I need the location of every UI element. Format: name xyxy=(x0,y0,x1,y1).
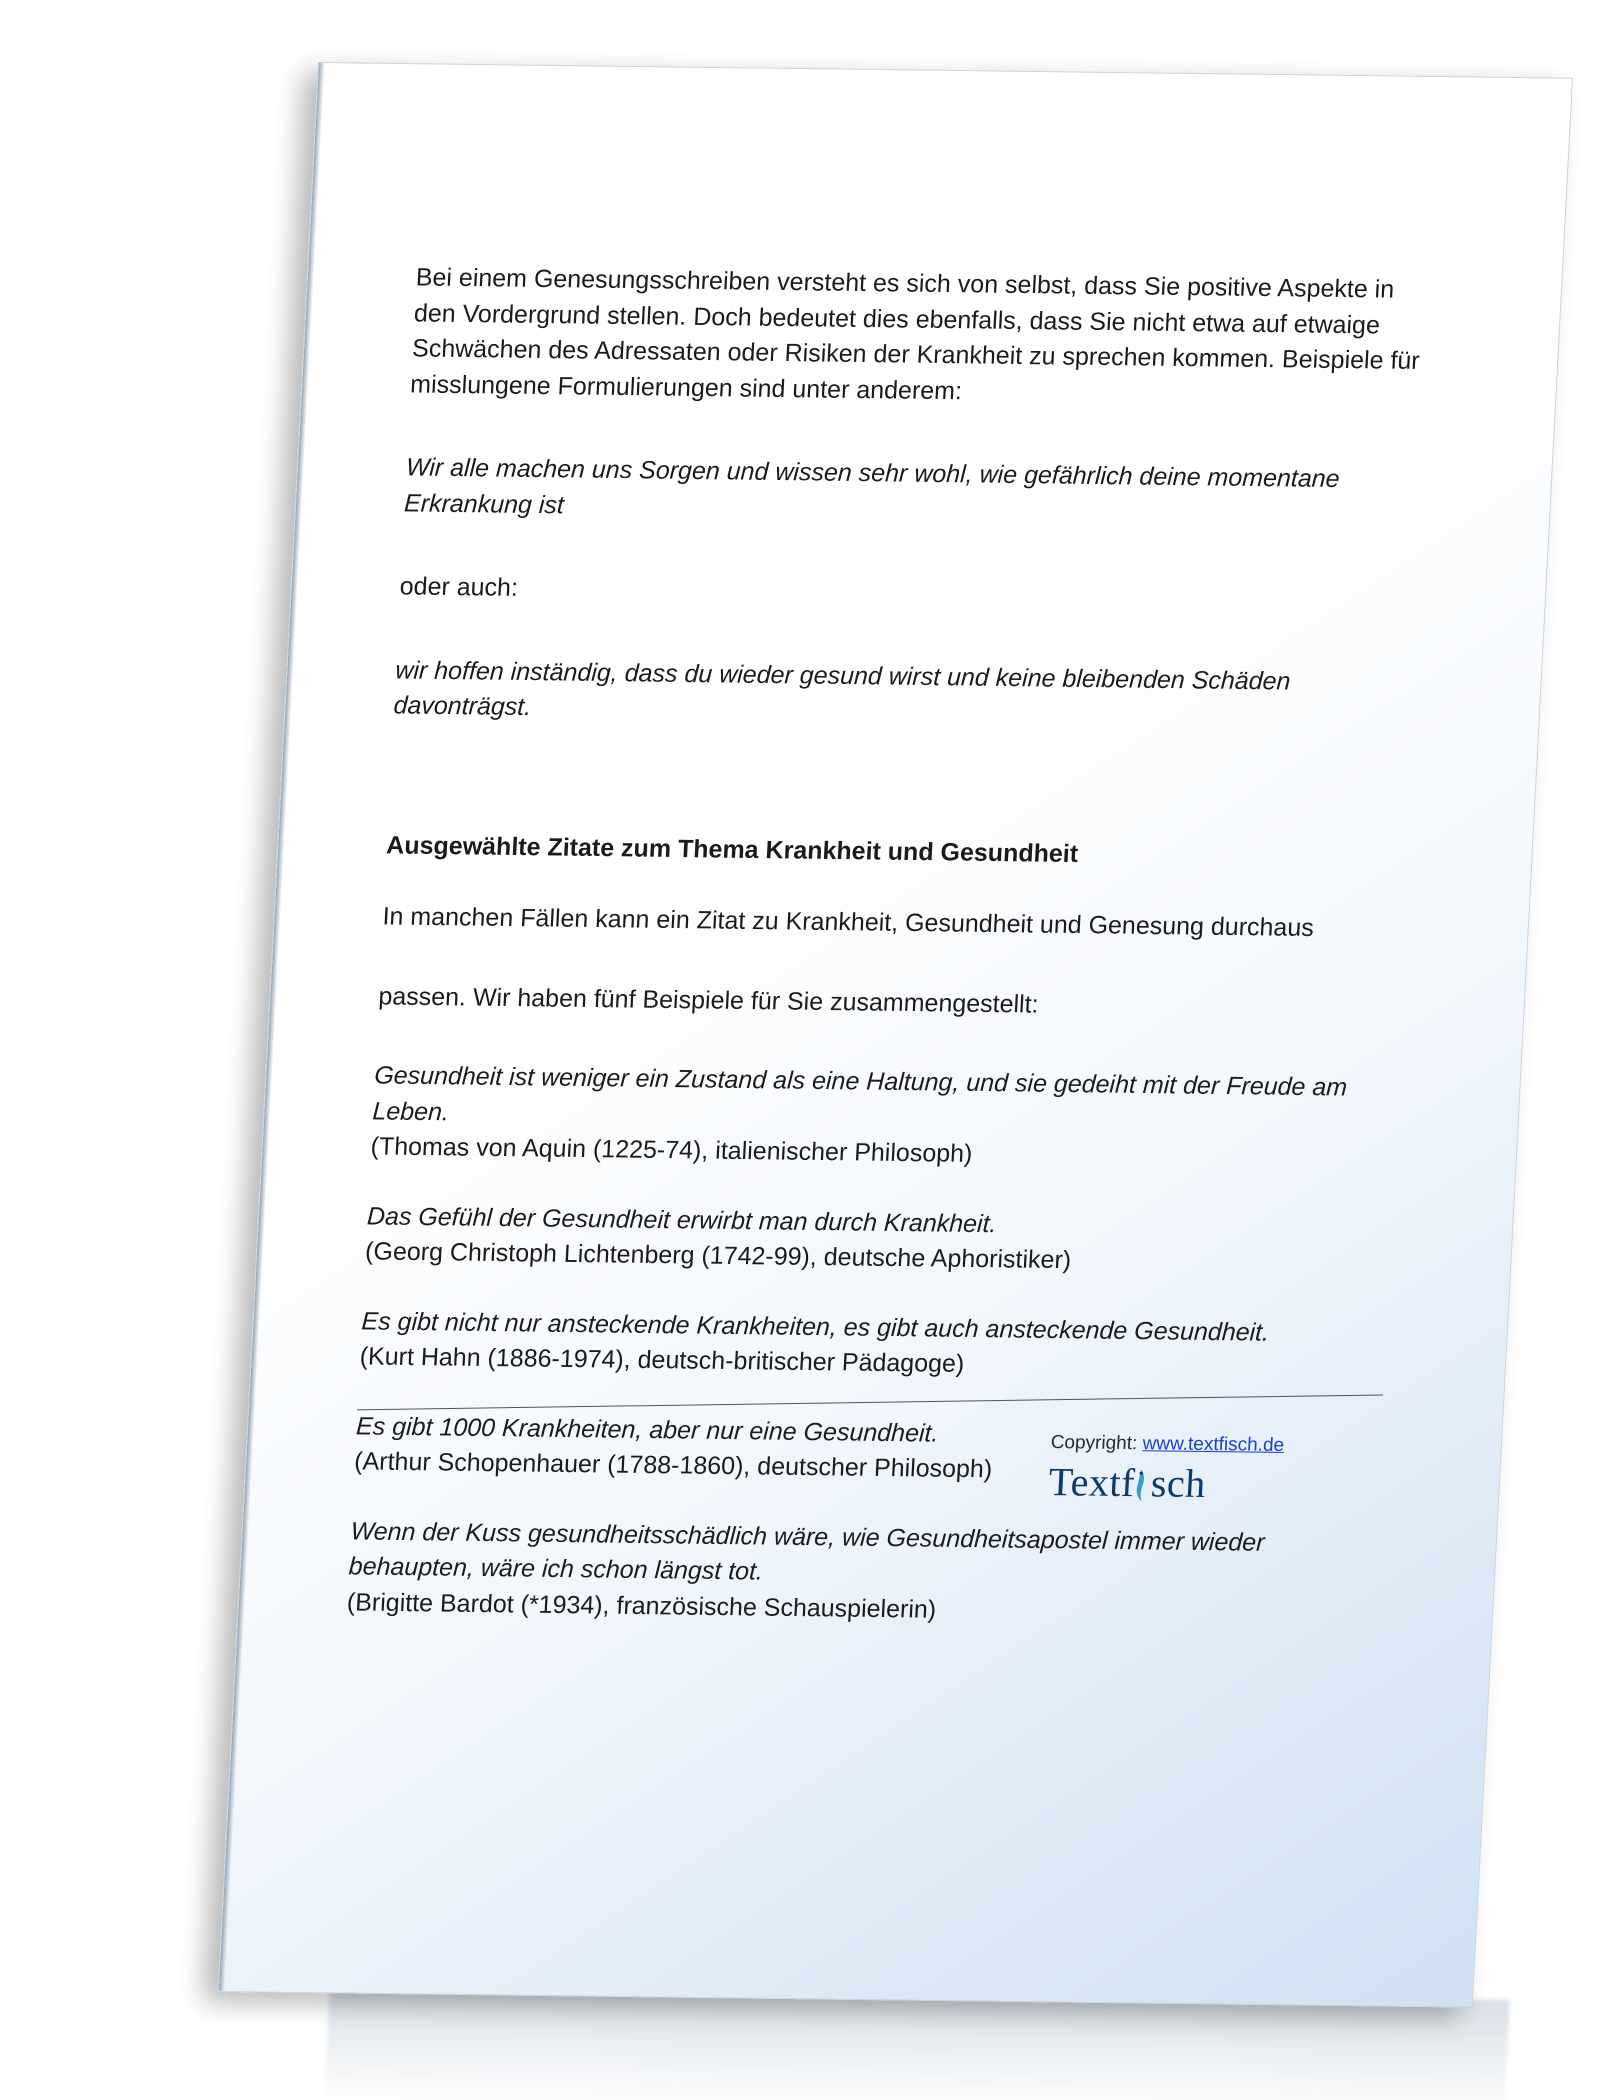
bad-example-2: wir hoffen inständig, dass du wieder gesund wirst und keine bleibenden Schäden davonträgst. xyxy=(392,655,1292,722)
quote-item xyxy=(364,1199,1388,1283)
quote-source: (Brigitte Bardot (*1934), französische Schauspielerin) xyxy=(346,1587,937,1624)
quote-text: Es gibt nicht nur ansteckende Krankheiten, es gibt auch ansteckende Gesundheit. xyxy=(360,1306,1270,1347)
quote-item xyxy=(346,1514,1372,1633)
bad-example-1: Wir alle machen uns Sorgen und wissen sehr wohl, wie gefährlich deine momentane Erkrankung ist xyxy=(403,453,1341,519)
textfisch-link[interactable]: www.textfisch.de xyxy=(1142,1433,1285,1456)
brand-text-part-1: Textf xyxy=(1047,1459,1137,1506)
quote-source: (Arthur Schopenhauer (1788-1860), deutscher Philosoph) xyxy=(353,1447,993,1484)
document-page xyxy=(218,62,1573,2008)
quote-text: Es gibt 1000 Krankheiten, aber nur eine Gesundheit. xyxy=(355,1411,940,1448)
fish-icon xyxy=(1134,1467,1152,1501)
spacer xyxy=(387,754,1411,841)
document-perspective-wrapper xyxy=(217,62,1578,2018)
copyright-line xyxy=(1050,1432,1381,1458)
quote-text: Wenn der Kuss gesundheitsschädlich wäre, wie Gesundheitsapostel immer wieder behaupten, wäre ich schon längst tot. xyxy=(348,1516,1266,1586)
quote-text: Das Gefühl der Gesundheit erwirbt man durch Krankheit. xyxy=(366,1201,998,1238)
section-heading: Ausgewählte Zitate zum Thema Krankheit und Gesundheit xyxy=(385,830,1079,868)
section-intro-line-1: In manchen Fällen kann ein Zitat zu Krankheit, Gesundheit und Genesung durchaus xyxy=(381,902,1315,943)
quote-source: (Georg Christoph Lichtenberg (1742-99), deutsche Aphoristiker) xyxy=(364,1237,1072,1275)
quote-source: (Kurt Hahn (1886-1974), deutsch-britischer Pädagoge) xyxy=(359,1342,966,1378)
brand-text-part-2: sch xyxy=(1149,1460,1208,1507)
quote-item xyxy=(359,1304,1383,1388)
connector-text: oder auch: xyxy=(399,572,519,602)
copyright-label: Copyright: xyxy=(1050,1432,1138,1455)
footer-content xyxy=(1047,1432,1381,1509)
intro-paragraph: Bei einem Genesungsschreiben versteht es sich von selbst, dass Sie positive Aspekte in den Vordergrund stellen. Doch bedeutet dies ebenfalls, dass Sie nicht etwa auf etwaige Schwächen des Adressaten oder Risiken der Krankheit zu sprechen kommen. Beispiele für misslungene Formulierungen sind unter anderem: xyxy=(409,263,1421,405)
quote-source: (Thomas von Aquin (1225-74), italienischer Philosoph) xyxy=(369,1132,974,1168)
quote-text: Gesundheit ist weniger ein Zustand als eine Haltung, und sie gedeiht mit der Freude am Leben. xyxy=(371,1061,1348,1126)
textfisch-logo xyxy=(1047,1458,1207,1507)
quote-item xyxy=(370,1058,1396,1177)
section-intro-line-2: passen. Wir haben fünf Beispiele für Sie zusammengestellt: xyxy=(377,981,1040,1019)
